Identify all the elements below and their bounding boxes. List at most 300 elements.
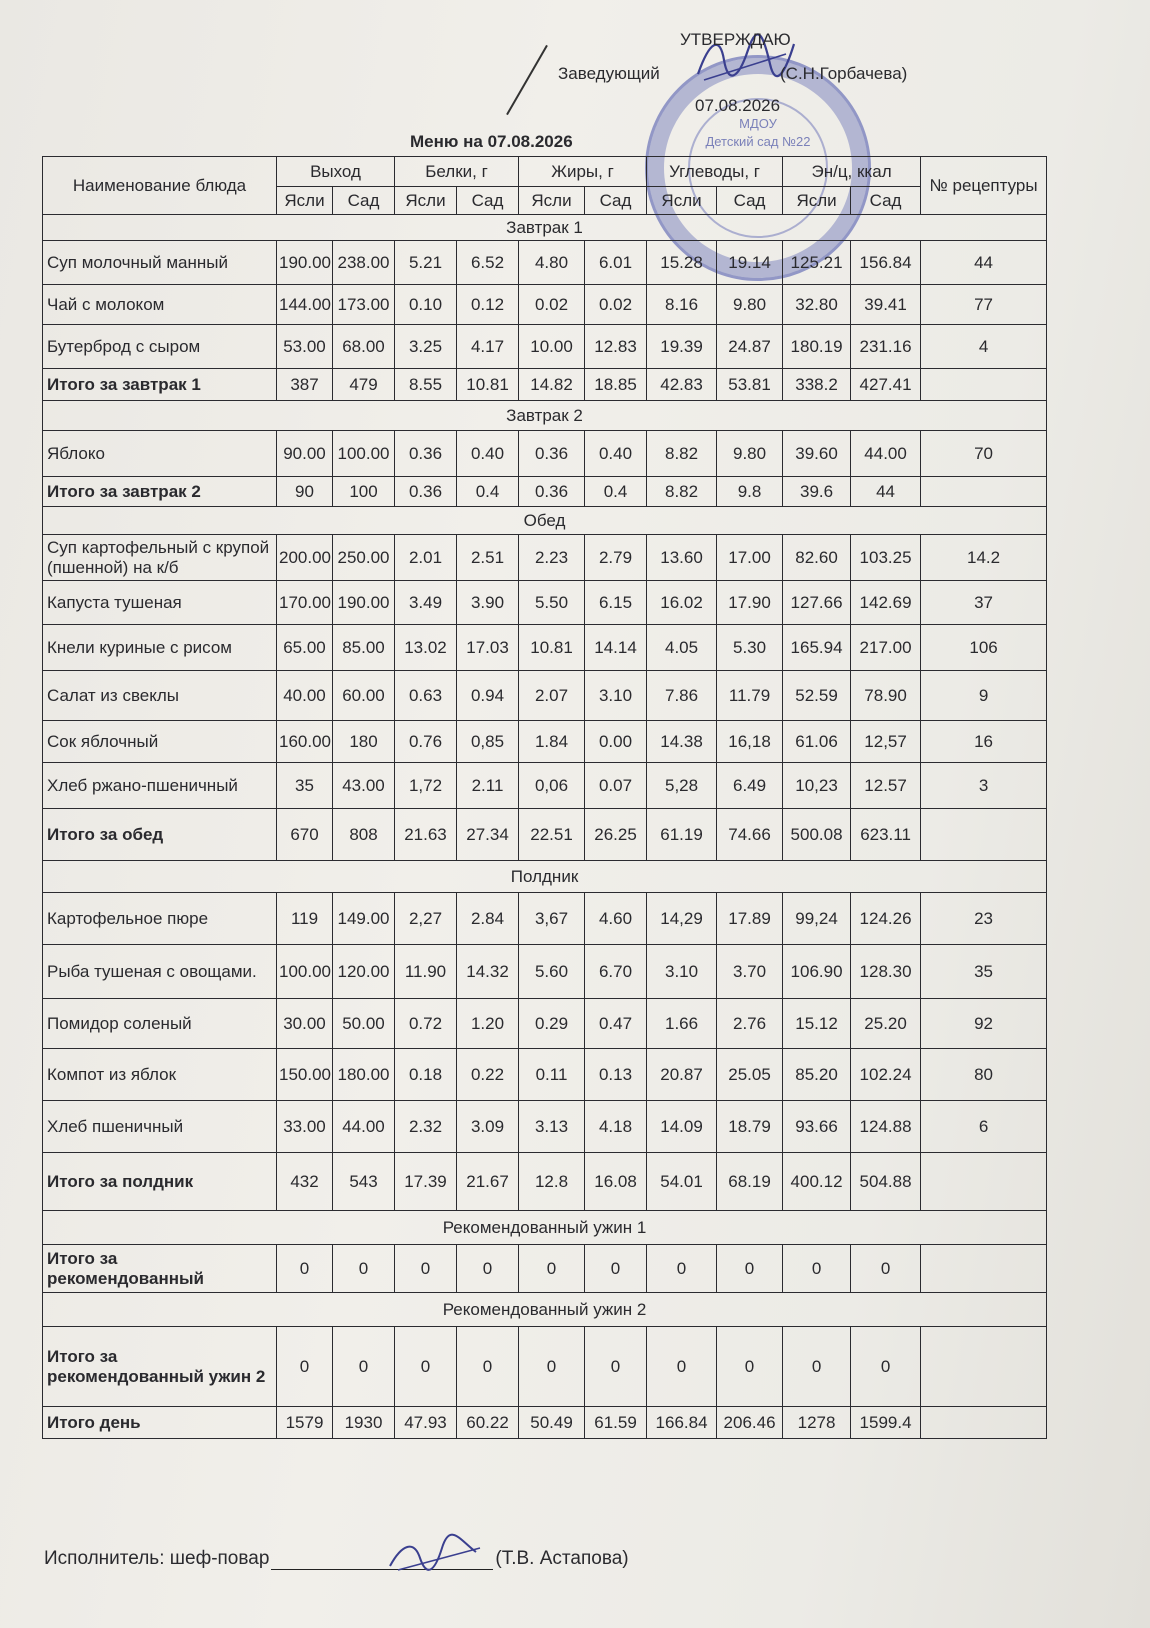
dish-name: Картофельное пюре xyxy=(43,893,277,945)
value-cell: 14.82 xyxy=(519,369,585,401)
value-cell: 0 xyxy=(851,1245,921,1293)
dish-name: Капуста тушеная xyxy=(43,581,277,625)
value-cell: 5,28 xyxy=(647,763,717,809)
value-cell: 13.02 xyxy=(395,625,457,671)
value-cell xyxy=(921,369,1047,401)
value-cell: 0.07 xyxy=(585,763,647,809)
value-cell: 106 xyxy=(921,625,1047,671)
value-cell: 0.94 xyxy=(457,671,519,721)
section-label: Завтрак 1 xyxy=(43,215,1047,241)
section-label: Завтрак 2 xyxy=(43,401,1047,431)
value-cell: 1599.4 xyxy=(851,1407,921,1439)
subcol-garden: Сад xyxy=(585,187,647,215)
value-cell: 15.12 xyxy=(783,999,851,1049)
total-row xyxy=(43,369,1047,401)
value-cell: 17.89 xyxy=(717,893,783,945)
value-cell: 166.84 xyxy=(647,1407,717,1439)
value-cell: 0 xyxy=(457,1245,519,1293)
subcol-garden: Сад xyxy=(851,187,921,215)
value-cell: 0 xyxy=(519,1245,585,1293)
value-cell: 0.18 xyxy=(395,1049,457,1101)
dish-name: Салат из свеклы xyxy=(43,671,277,721)
value-cell: 90.00 xyxy=(277,431,333,477)
value-cell: 2.76 xyxy=(717,999,783,1049)
col-output: Выход xyxy=(277,157,395,187)
subcol-garden: Сад xyxy=(717,187,783,215)
value-cell: 120.00 xyxy=(333,945,395,999)
value-cell: 6.70 xyxy=(585,945,647,999)
value-cell: 16 xyxy=(921,721,1047,763)
approval-date: 07.08.2026 xyxy=(695,96,781,115)
value-cell: 128.30 xyxy=(851,945,921,999)
value-cell: 10,23 xyxy=(783,763,851,809)
dish-name: Суп молочный манный xyxy=(43,241,277,285)
col-protein: Белки, г xyxy=(395,157,519,187)
dish-row xyxy=(43,999,1047,1049)
subcol-garden: Сад xyxy=(457,187,519,215)
stamp-line-1: МДОУ xyxy=(739,116,777,131)
value-cell: 6.15 xyxy=(585,581,647,625)
value-cell: 500.08 xyxy=(783,809,851,861)
value-cell: 14.09 xyxy=(647,1101,717,1153)
value-cell: 0.40 xyxy=(457,431,519,477)
value-cell: 0 xyxy=(277,1327,333,1407)
value-cell: 80 xyxy=(921,1049,1047,1101)
value-cell: 4.80 xyxy=(519,241,585,285)
value-cell: 0.10 xyxy=(395,285,457,325)
value-cell: 5.60 xyxy=(519,945,585,999)
value-cell: 200.00 xyxy=(277,535,333,581)
value-cell: 165.94 xyxy=(783,625,851,671)
value-cell: 190.00 xyxy=(277,241,333,285)
value-cell: 0.72 xyxy=(395,999,457,1049)
value-cell: 4.18 xyxy=(585,1101,647,1153)
value-cell: 142.69 xyxy=(851,581,921,625)
value-cell: 13.60 xyxy=(647,535,717,581)
value-cell: 85.00 xyxy=(333,625,395,671)
value-cell: 14.2 xyxy=(921,535,1047,581)
value-cell: 0 xyxy=(851,1327,921,1407)
value-cell: 44.00 xyxy=(333,1101,395,1153)
value-cell: 23 xyxy=(921,893,1047,945)
value-cell: 14.32 xyxy=(457,945,519,999)
section-header xyxy=(43,401,1047,431)
value-cell: 6.52 xyxy=(457,241,519,285)
total-row xyxy=(43,1407,1047,1439)
value-cell: 0 xyxy=(647,1245,717,1293)
value-cell: 93.66 xyxy=(783,1101,851,1153)
value-cell: 16.08 xyxy=(585,1153,647,1211)
dish-row xyxy=(43,763,1047,809)
value-cell: 103.25 xyxy=(851,535,921,581)
value-cell: 53.00 xyxy=(277,325,333,369)
value-cell: 8.16 xyxy=(647,285,717,325)
section-header xyxy=(43,507,1047,535)
value-cell: 102.24 xyxy=(851,1049,921,1101)
subcol-nursery: Ясли xyxy=(647,187,717,215)
section-header xyxy=(43,215,1047,241)
value-cell: 60.22 xyxy=(457,1407,519,1439)
value-cell: 15.28 xyxy=(647,241,717,285)
value-cell: 4.60 xyxy=(585,893,647,945)
value-cell: 338.2 xyxy=(783,369,851,401)
section-label: Обед xyxy=(43,507,1047,535)
total-row xyxy=(43,809,1047,861)
value-cell: 504.88 xyxy=(851,1153,921,1211)
value-cell: 90 xyxy=(277,477,333,507)
total-label: Итого за обед xyxy=(43,809,277,861)
value-cell: 0.76 xyxy=(395,721,457,763)
dish-name: Яблоко xyxy=(43,431,277,477)
value-cell: 0.02 xyxy=(519,285,585,325)
value-cell: 85.20 xyxy=(783,1049,851,1101)
value-cell: 17.90 xyxy=(717,581,783,625)
value-cell: 10.81 xyxy=(519,625,585,671)
value-cell: 12.83 xyxy=(585,325,647,369)
value-cell: 18.85 xyxy=(585,369,647,401)
value-cell: 99,24 xyxy=(783,893,851,945)
value-cell: 0,06 xyxy=(519,763,585,809)
dish-name: Рыба тушеная с овощами. xyxy=(43,945,277,999)
value-cell: 7.86 xyxy=(647,671,717,721)
value-cell: 206.46 xyxy=(717,1407,783,1439)
section-header xyxy=(43,861,1047,893)
value-cell: 0.47 xyxy=(585,999,647,1049)
dish-name: Помидор соленый xyxy=(43,999,277,1049)
value-cell: 0 xyxy=(333,1245,395,1293)
subcol-garden: Сад xyxy=(333,187,395,215)
value-cell: 65.00 xyxy=(277,625,333,671)
value-cell: 11.90 xyxy=(395,945,457,999)
value-cell: 170.00 xyxy=(277,581,333,625)
col-carbs: Углеводы, г xyxy=(647,157,783,187)
value-cell: 150.00 xyxy=(277,1049,333,1101)
value-cell: 2.79 xyxy=(585,535,647,581)
value-cell xyxy=(921,1327,1047,1407)
value-cell: 61.06 xyxy=(783,721,851,763)
value-cell: 19.14 xyxy=(717,241,783,285)
value-cell: 124.88 xyxy=(851,1101,921,1153)
value-cell: 1.66 xyxy=(647,999,717,1049)
value-cell: 0.11 xyxy=(519,1049,585,1101)
col-recipe: № рецептуры xyxy=(921,157,1047,215)
value-cell: 3.10 xyxy=(647,945,717,999)
value-cell xyxy=(921,809,1047,861)
value-cell: 0 xyxy=(519,1327,585,1407)
value-cell: 0.63 xyxy=(395,671,457,721)
value-cell: 0 xyxy=(395,1245,457,1293)
value-cell: 231.16 xyxy=(851,325,921,369)
value-cell: 127.66 xyxy=(783,581,851,625)
value-cell: 0 xyxy=(647,1327,717,1407)
value-cell: 16,18 xyxy=(717,721,783,763)
total-row xyxy=(43,1327,1047,1407)
value-cell: 39.60 xyxy=(783,431,851,477)
value-cell xyxy=(921,1153,1047,1211)
value-cell: 40.00 xyxy=(277,671,333,721)
value-cell: 14,29 xyxy=(647,893,717,945)
value-cell: 125.21 xyxy=(783,241,851,285)
value-cell: 12.8 xyxy=(519,1153,585,1211)
value-cell: 74.66 xyxy=(717,809,783,861)
value-cell: 1278 xyxy=(783,1407,851,1439)
value-cell: 0.36 xyxy=(395,431,457,477)
value-cell: 25.05 xyxy=(717,1049,783,1101)
value-cell: 100 xyxy=(333,477,395,507)
dish-row xyxy=(43,671,1047,721)
dish-name: Сок яблочный xyxy=(43,721,277,763)
value-cell: 6 xyxy=(921,1101,1047,1153)
value-cell: 44.00 xyxy=(851,431,921,477)
total-label: Итого за завтрак 2 xyxy=(43,477,277,507)
value-cell: 21.63 xyxy=(395,809,457,861)
value-cell: 14.14 xyxy=(585,625,647,671)
value-cell: 0 xyxy=(585,1245,647,1293)
value-cell: 0 xyxy=(395,1327,457,1407)
value-cell: 0 xyxy=(277,1245,333,1293)
value-cell: 180.19 xyxy=(783,325,851,369)
value-cell: 124.26 xyxy=(851,893,921,945)
dish-row xyxy=(43,325,1047,369)
value-cell: 808 xyxy=(333,809,395,861)
dish-name: Бутерброд с сыром xyxy=(43,325,277,369)
value-cell: 78.90 xyxy=(851,671,921,721)
value-cell: 9.80 xyxy=(717,285,783,325)
value-cell: 387 xyxy=(277,369,333,401)
dish-row xyxy=(43,285,1047,325)
value-cell: 2,27 xyxy=(395,893,457,945)
value-cell: 149.00 xyxy=(333,893,395,945)
executor-label: Исполнитель: шеф-повар xyxy=(44,1548,270,1569)
value-cell: 12.57 xyxy=(851,763,921,809)
value-cell: 12,57 xyxy=(851,721,921,763)
executor-name: (Т.В. Астапова) xyxy=(495,1548,629,1569)
value-cell: 1.20 xyxy=(457,999,519,1049)
value-cell: 479 xyxy=(333,369,395,401)
total-label: Итого за завтрак 1 xyxy=(43,369,277,401)
value-cell: 2.32 xyxy=(395,1101,457,1153)
dish-row xyxy=(43,241,1047,285)
value-cell xyxy=(921,477,1047,507)
value-cell: 60.00 xyxy=(333,671,395,721)
value-cell: 432 xyxy=(277,1153,333,1211)
value-cell: 1.84 xyxy=(519,721,585,763)
chef-signature xyxy=(380,1530,490,1580)
value-cell: 14.38 xyxy=(647,721,717,763)
value-cell: 37 xyxy=(921,581,1047,625)
value-cell: 3.13 xyxy=(519,1101,585,1153)
dish-row xyxy=(43,1101,1047,1153)
value-cell: 68.19 xyxy=(717,1153,783,1211)
dish-name: Чай с молоком xyxy=(43,285,277,325)
value-cell xyxy=(921,1245,1047,1293)
total-label: Итого за рекомендованный ужин 2 xyxy=(43,1327,277,1407)
value-cell: 3.10 xyxy=(585,671,647,721)
value-cell: 1579 xyxy=(277,1407,333,1439)
section-header xyxy=(43,1211,1047,1245)
value-cell: 26.25 xyxy=(585,809,647,861)
approval-title: УТВЕРЖДАЮ xyxy=(680,30,791,49)
col-fat: Жиры, г xyxy=(519,157,647,187)
value-cell: 0 xyxy=(717,1327,783,1407)
value-cell: 70 xyxy=(921,431,1047,477)
value-cell: 8.82 xyxy=(647,431,717,477)
value-cell: 3.70 xyxy=(717,945,783,999)
value-cell: 42.83 xyxy=(647,369,717,401)
total-row xyxy=(43,1153,1047,1211)
value-cell: 17.39 xyxy=(395,1153,457,1211)
value-cell: 0.22 xyxy=(457,1049,519,1101)
value-cell: 144.00 xyxy=(277,285,333,325)
value-cell: 0.00 xyxy=(585,721,647,763)
total-row xyxy=(43,477,1047,507)
value-cell: 0 xyxy=(783,1327,851,1407)
value-cell: 43.00 xyxy=(333,763,395,809)
value-cell: 50.00 xyxy=(333,999,395,1049)
value-cell: 22.51 xyxy=(519,809,585,861)
value-cell: 17.00 xyxy=(717,535,783,581)
footer xyxy=(44,1548,629,1570)
dish-name: Хлеб ржано-пшеничный xyxy=(43,763,277,809)
value-cell: 4.05 xyxy=(647,625,717,671)
value-cell: 44 xyxy=(921,241,1047,285)
value-cell: 5.21 xyxy=(395,241,457,285)
value-cell: 9.80 xyxy=(717,431,783,477)
subcol-nursery: Ясли xyxy=(395,187,457,215)
value-cell: 160.00 xyxy=(277,721,333,763)
value-cell: 2.84 xyxy=(457,893,519,945)
approval-position: Заведующий xyxy=(558,64,660,83)
value-cell: 119 xyxy=(277,893,333,945)
value-cell: 2.01 xyxy=(395,535,457,581)
value-cell: 35 xyxy=(277,763,333,809)
pen-stroke xyxy=(506,45,548,115)
value-cell: 16.02 xyxy=(647,581,717,625)
value-cell: 8.82 xyxy=(647,477,717,507)
value-cell: 2.51 xyxy=(457,535,519,581)
dish-row xyxy=(43,893,1047,945)
value-cell: 5.30 xyxy=(717,625,783,671)
value-cell: 77 xyxy=(921,285,1047,325)
section-label: Рекомендованный ужин 2 xyxy=(43,1293,1047,1327)
value-cell: 21.67 xyxy=(457,1153,519,1211)
value-cell: 3.90 xyxy=(457,581,519,625)
value-cell: 17.03 xyxy=(457,625,519,671)
value-cell: 53.81 xyxy=(717,369,783,401)
value-cell: 39.6 xyxy=(783,477,851,507)
dish-row xyxy=(43,535,1047,581)
col-dish-name: Наименование блюда xyxy=(43,157,277,215)
subcol-nursery: Ясли xyxy=(519,187,585,215)
total-label: Итого день xyxy=(43,1407,277,1439)
menu-title: Меню на 07.08.2026 xyxy=(410,132,573,151)
dish-name: Компот из яблок xyxy=(43,1049,277,1101)
value-cell: 190.00 xyxy=(333,581,395,625)
value-cell: 0 xyxy=(783,1245,851,1293)
value-cell: 24.87 xyxy=(717,325,783,369)
section-header xyxy=(43,1293,1047,1327)
section-label: Рекомендованный ужин 1 xyxy=(43,1211,1047,1245)
dish-name: Суп картофельный с крупой (пшенной) на к/б xyxy=(43,535,277,581)
dish-name: Хлеб пшеничный xyxy=(43,1101,277,1153)
value-cell: 106.90 xyxy=(783,945,851,999)
value-cell: 0,85 xyxy=(457,721,519,763)
total-row xyxy=(43,1245,1047,1293)
value-cell: 6.01 xyxy=(585,241,647,285)
value-cell: 47.93 xyxy=(395,1407,457,1439)
dish-row xyxy=(43,1049,1047,1101)
subcol-nursery: Ясли xyxy=(783,187,851,215)
value-cell: 0.13 xyxy=(585,1049,647,1101)
value-cell: 4 xyxy=(921,325,1047,369)
value-cell: 32.80 xyxy=(783,285,851,325)
value-cell: 0.12 xyxy=(457,285,519,325)
value-cell: 19.39 xyxy=(647,325,717,369)
value-cell: 25.20 xyxy=(851,999,921,1049)
value-cell: 11.79 xyxy=(717,671,783,721)
value-cell: 4.17 xyxy=(457,325,519,369)
total-label: Итого за полдник xyxy=(43,1153,277,1211)
stamp-line-2: Детский сад №22 xyxy=(705,134,811,149)
value-cell: 68.00 xyxy=(333,325,395,369)
value-cell: 9.8 xyxy=(717,477,783,507)
value-cell: 400.12 xyxy=(783,1153,851,1211)
value-cell: 33.00 xyxy=(277,1101,333,1153)
approval-name: (С.Н.Горбачева) xyxy=(780,64,908,83)
value-cell: 9 xyxy=(921,671,1047,721)
col-energy: Эн/ц, ккал xyxy=(783,157,921,187)
value-cell: 0.02 xyxy=(585,285,647,325)
value-cell: 0 xyxy=(585,1327,647,1407)
value-cell: 10.00 xyxy=(519,325,585,369)
value-cell: 30.00 xyxy=(277,999,333,1049)
value-cell: 20.87 xyxy=(647,1049,717,1101)
value-cell: 0.36 xyxy=(395,477,457,507)
dish-name: Кнели куриные с рисом xyxy=(43,625,277,671)
value-cell: 3.49 xyxy=(395,581,457,625)
value-cell: 10.81 xyxy=(457,369,519,401)
value-cell: 427.41 xyxy=(851,369,921,401)
value-cell: 250.00 xyxy=(333,535,395,581)
value-cell: 238.00 xyxy=(333,241,395,285)
value-cell: 50.49 xyxy=(519,1407,585,1439)
value-cell: 156.84 xyxy=(851,241,921,285)
value-cell: 0.36 xyxy=(519,431,585,477)
dish-row xyxy=(43,581,1047,625)
dish-row xyxy=(43,721,1047,763)
value-cell: 0 xyxy=(457,1327,519,1407)
value-cell: 92 xyxy=(921,999,1047,1049)
value-cell: 217.00 xyxy=(851,625,921,671)
value-cell: 623.11 xyxy=(851,809,921,861)
value-cell: 82.60 xyxy=(783,535,851,581)
value-cell: 0.40 xyxy=(585,431,647,477)
value-cell: 2.07 xyxy=(519,671,585,721)
value-cell: 173.00 xyxy=(333,285,395,325)
value-cell: 3 xyxy=(921,763,1047,809)
dish-row xyxy=(43,945,1047,999)
value-cell: 180 xyxy=(333,721,395,763)
value-cell: 18.79 xyxy=(717,1101,783,1153)
value-cell: 35 xyxy=(921,945,1047,999)
value-cell: 0 xyxy=(717,1245,783,1293)
value-cell: 3.25 xyxy=(395,325,457,369)
value-cell: 61.59 xyxy=(585,1407,647,1439)
value-cell: 670 xyxy=(277,809,333,861)
value-cell: 180.00 xyxy=(333,1049,395,1101)
dish-row xyxy=(43,625,1047,671)
value-cell: 543 xyxy=(333,1153,395,1211)
